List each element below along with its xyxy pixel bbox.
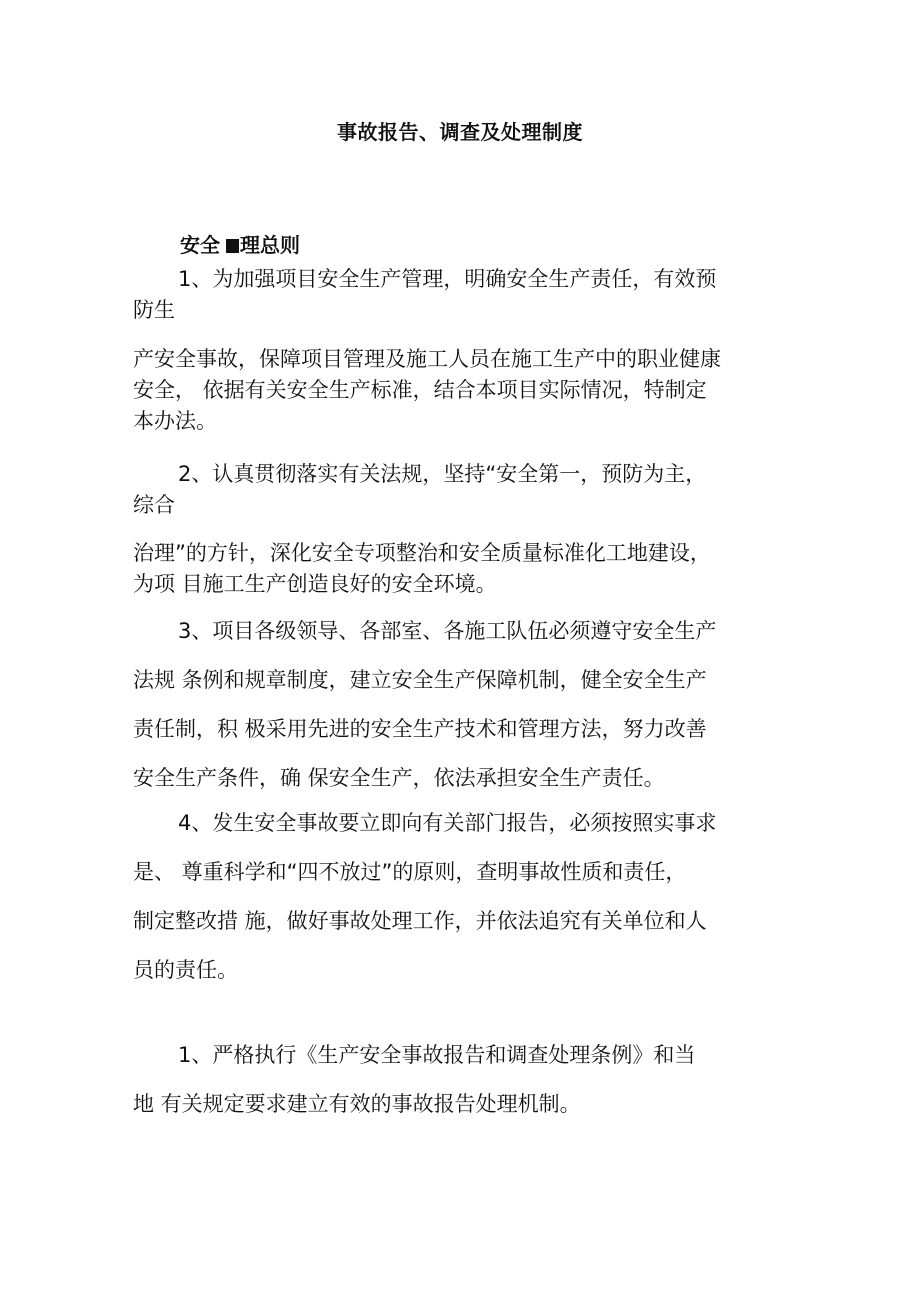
- paragraph-line: 1、为加强项目安全生产管理，明确安全生产责任，有效预: [178, 267, 717, 291]
- paragraph-line: 员的责任。: [133, 958, 238, 982]
- paragraph-line: 本办法。: [133, 409, 217, 433]
- paragraph-7: [133, 1031, 813, 1129]
- paragraph-line: 法规 条例和规章制度，建立安全生产保障机制，健全安全生产: [133, 668, 707, 692]
- paragraph-2: [133, 344, 813, 437]
- paragraph-line: 3、项目各级领导、各部室、各施工队伍必须遵守安全生产: [178, 619, 717, 643]
- paragraph-line: 1、严格执行《生产安全事故报告和调查处理条例》和当: [178, 1043, 696, 1067]
- paragraph-line: 安全生产条件，确 保安全生产，依法承担安全生产责任。: [133, 766, 665, 790]
- paragraph-line: 为项 目施工生产创造良好的安全环境。: [133, 572, 497, 596]
- paragraph-line: 安全， 依据有关安全生产标准，结合本项目实际情况，特制定: [133, 378, 707, 402]
- paragraph-line: 综合: [133, 493, 175, 517]
- paragraph-line: 产安全事故，保障项目管理及施工人员在施工生产中的职业健康: [133, 347, 721, 371]
- paragraph-line: 治理”的方针，深化安全专项整治和安全质量标准化工地建设，: [133, 541, 711, 565]
- paragraph-line: 4、发生安全事故要立即向有关部门报告，必须按照实事求: [178, 811, 717, 835]
- paragraph-line: 是、 尊重科学和“四不放过”的原则，查明事故性质和责任，: [133, 860, 687, 884]
- paragraph-line: 地 有关规定要求建立有效的事故报告处理机制。: [133, 1092, 581, 1116]
- paragraph-4: [133, 538, 813, 600]
- paragraph-line: 防生: [133, 298, 175, 322]
- paragraph-5: [133, 607, 813, 803]
- paragraph-line: 制定整改措 施，做好事故处理工作，并依法追究有关单位和人: [133, 909, 707, 933]
- section-heading: [180, 229, 300, 258]
- section-heading-before: 安全: [180, 233, 220, 257]
- paragraph-1: [133, 264, 813, 326]
- paragraph-line: 责任制，积 极采用先进的安全生产技术和管理方法，努力改善: [133, 717, 707, 741]
- paragraph-3: [133, 459, 813, 521]
- paragraph-line: 2、认真贯彻落实有关法规，坚持“安全第一，预防为主，: [178, 462, 707, 486]
- redaction-mark: [226, 239, 239, 253]
- document-title: 事故报告、调查及处理制度: [337, 120, 583, 144]
- paragraph-6: [133, 799, 813, 995]
- section-heading-after: 理总则: [240, 233, 300, 257]
